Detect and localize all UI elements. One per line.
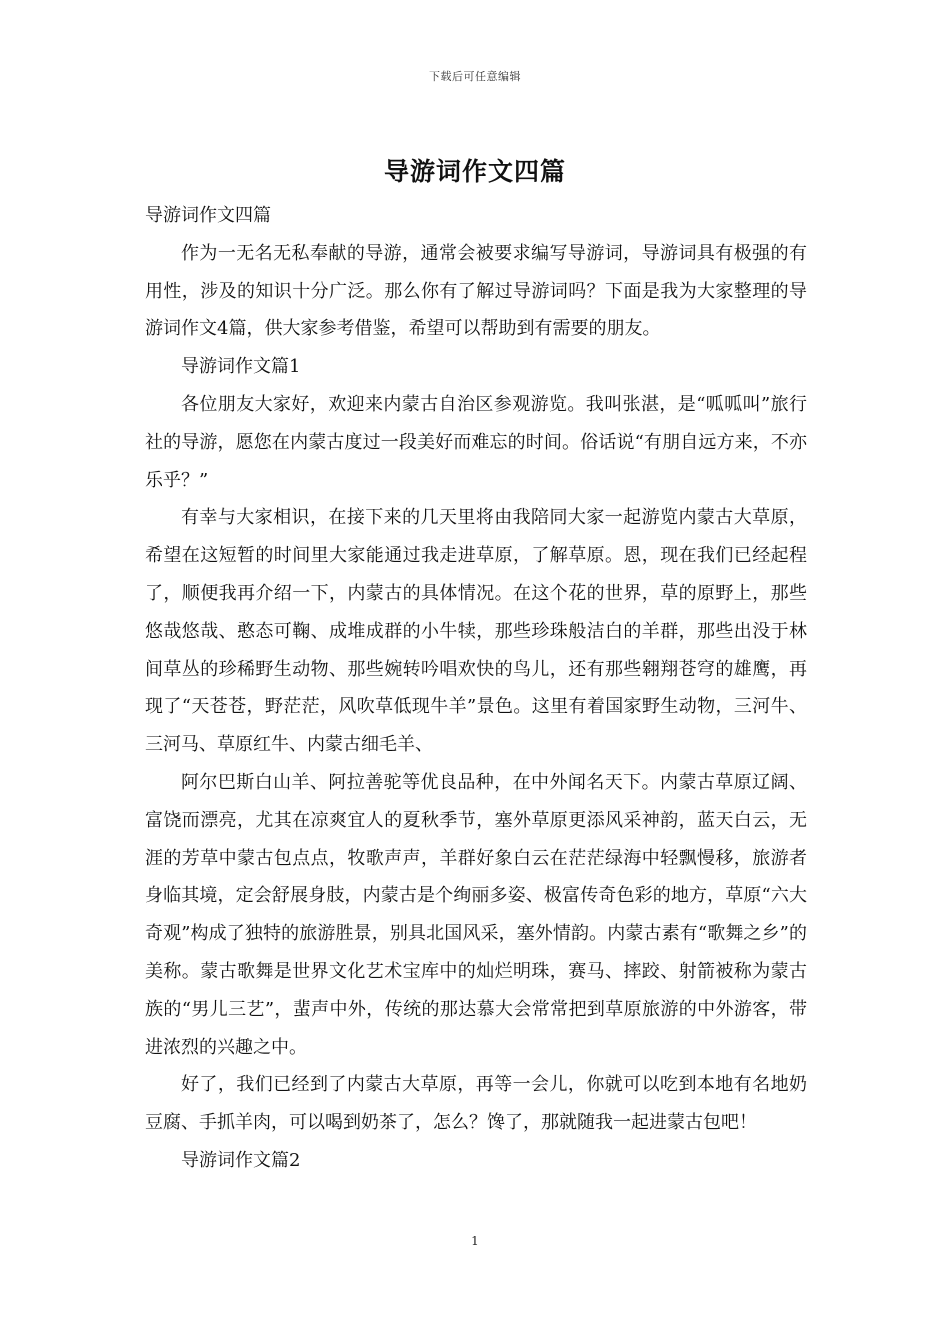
section-1-paragraph-3: 阿尔巴斯白山羊、阿拉善驼等优良品种，在中外闻名天下。内蒙古草原辽阔、富饶而漂亮，尤其在凉爽宜人的夏秋季节，塞外草原更添风采神韵，蓝天白云，无涯的芳草中蒙古包点点，牧歌声声，羊群好象白云在茫茫绿海中轻飘慢移，旅游者身临其境，定会舒展身肢，内蒙古是个绚丽多姿、极富传奇色彩的地方，草原“六大奇观”构成了独特的旅游胜景，别具北国风采，塞外情韵。内蒙古素有“歌舞之乡”的美称。蒙古歌舞是世界文化艺术宝库中的灿烂明珠，赛马、摔跤、射箭被称为蒙古族的“男儿三艺”，蜚声中外，传统的那达慕大会常常把到草原旅游的中外游客，带进浓烈的兴趣之中。	[145, 771, 807, 1058]
intro-paragraph: 作为一无名无私奉献的导游，通常会被要求编写导游词，导游词具有极强的有用性，涉及的知识十分广泛。那么你有了解过导游词吗？下面是我为大家整理的导游词作文4篇，供大家参考借鉴，希望可以帮助到有需要的朋友。	[145, 242, 807, 340]
document-title: 导游词作文四篇	[383, 157, 566, 186]
section-2-heading: 导游词作文篇2	[181, 1149, 301, 1171]
section-1-heading: 导游词作文篇1	[181, 356, 301, 378]
header-note: 下载后可任意编辑	[429, 70, 521, 83]
section-1-paragraph-4: 好了，我们已经到了内蒙古大草原，再等一会儿，你就可以吃到本地有名地奶豆腐、手抓羊肉，可以喝到奶茶了，怎么？馋了，那就随我一起进蒙古包吧！	[145, 1074, 807, 1134]
page-number: 1	[471, 1234, 479, 1248]
document-body	[145, 197, 807, 1180]
subtitle: 导游词作文四篇	[145, 205, 271, 226]
section-1-paragraph-2: 有幸与大家相识，在接下来的几天里将由我陪同大家一起游览内蒙古大草原，希望在这短暂的时间里大家能通过我走进草原，了解草原。恩，现在我们已经起程了，顺便我再介绍一下，内蒙古的具体情况。在这个花的世界，草的原野上，那些悠哉悠哉、憨态可鞠、成堆成群的小牛犊，那些珍珠般洁白的羊群，那些出没于林间草丛的珍稀野生动物、那些婉转吟唱欢快的鸟儿，还有那些翱翔苍穹的雄鹰，再现了“天苍苍，野茫茫，风吹草低现牛羊”景色。这里有着国家野生动物，三河牛、三河马、草原红牛、内蒙古细毛羊、	[145, 507, 807, 756]
section-1-paragraph-1: 各位朋友大家好，欢迎来内蒙古自治区参观游览。我叫张湛，是“呱呱叫”旅行社的导游，愿您在内蒙古度过一段美好而难忘的时间。俗话说“有朋自远方来，不亦乐乎？”	[145, 393, 807, 491]
